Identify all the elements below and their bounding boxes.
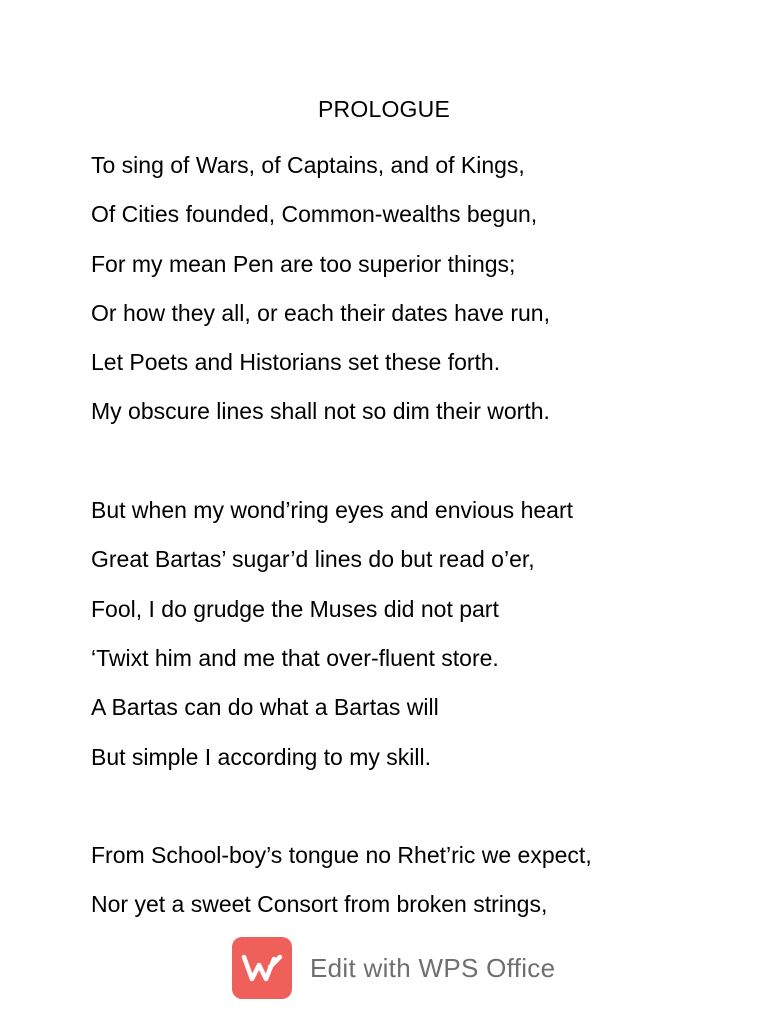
poem-line: Or how they all, or each their dates have run, xyxy=(91,299,550,326)
poem-line: From School-boy’s tongue no Rhet’ric we expect, xyxy=(91,842,592,869)
stanza-1 xyxy=(91,141,731,437)
poem-line: For my mean Pen are too superior things; xyxy=(91,250,516,277)
poem-title: PROLOGUE xyxy=(318,96,450,122)
poem-line: ‘Twixt him and me that over-fluent store. xyxy=(91,644,499,671)
stanza-gap xyxy=(91,437,731,486)
poem-line: Great Bartas’ sugar’d lines do but read o’er, xyxy=(91,546,535,573)
wps-logo-icon xyxy=(232,937,292,999)
poem-line: Nor yet a sweet Consort from broken strings, xyxy=(91,891,548,918)
poem-line: Of Cities founded, Common-wealths begun, xyxy=(91,201,538,228)
wps-banner-label: Edit with WPS Office xyxy=(310,952,556,983)
poem-line: But when my wond’ring eyes and envious heart xyxy=(91,497,574,524)
poem-line: But simple I according to my skill. xyxy=(91,743,432,770)
stanza-3 xyxy=(91,831,731,930)
poem-body xyxy=(91,141,731,930)
poem-line: To sing of Wars, of Captains, and of Kings, xyxy=(91,152,525,178)
edit-with-wps-button[interactable] xyxy=(232,936,555,1000)
stanza-gap xyxy=(91,782,731,831)
poem-line: My obscure lines shall not so dim their worth. xyxy=(91,398,550,425)
stanza-2 xyxy=(91,486,731,782)
poem-line: Fool, I do grudge the Muses did not part xyxy=(91,595,499,622)
poem-line: Let Poets and Historians set these forth. xyxy=(91,349,501,376)
poem-line: A Bartas can do what a Bartas will xyxy=(91,694,439,721)
